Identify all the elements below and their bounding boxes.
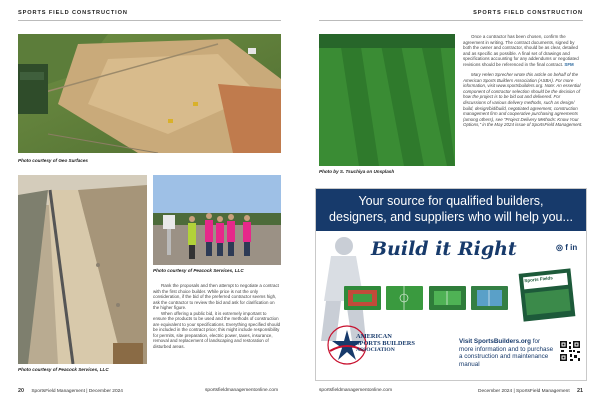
ad-field-image-2 (386, 286, 423, 310)
asba-logo (326, 322, 441, 372)
right-footer (478, 388, 583, 394)
ad-manual-book (519, 268, 576, 321)
end-mark: SFM (564, 61, 574, 67)
edging-photo-caption: Photo courtesy of Peacock Services, LLC (18, 367, 109, 372)
ad-book-field (525, 289, 571, 315)
left-running-header: SPORTS FIELD CONSTRUCTION (18, 10, 128, 16)
sports-builders-ad[interactable] (315, 188, 587, 381)
left-page-number: 20 (18, 388, 24, 394)
left-paragraph-2: When offering a public bid, it is extremely important to ensure the products to be used and the methods of construction are equivalent to your specifications. Everything specified should be included in the contract price; this might include responsibility for permits, site preparation, electric power, taxes, insurance, removal and replacement of landscaping and restoration of disturbed areas. (153, 310, 281, 350)
right-body-text (463, 34, 584, 128)
right-footer-url[interactable]: sportsfieldmanagementonline.com (319, 388, 393, 393)
ad-field-image-1 (344, 286, 381, 310)
crew-photo (153, 175, 281, 265)
author-note: Mary Helen Sprecher wrote this article on behalf of the American Sports Builders Association (ASBA). For more information, visit www.sportsbuilders.org. Note: An essential component of contractor selection should be the decision of how the project is to be bid out and delivered. For discussions of various delivery methods, such as design/ build, design/bid/build, negotiated agreement, construction management firm and cooperative purchasing agreements (among others), see "Project Delivery Methods: Know Your Options," in the May 2024 issue of SportsField Management. (463, 72, 583, 128)
grass-photo-caption: Photo by S. Tsuchiya on Unsplash (319, 169, 395, 174)
crew-photo-caption: Photo courtesy of Peacock Services, LLC (153, 268, 244, 273)
right-running-header: SPORTS FIELD CONSTRUCTION (473, 10, 583, 16)
aerial-photo-caption: Photo courtesy of Geo Surfaces (18, 158, 88, 163)
right-page-number: 21 (577, 388, 583, 394)
ad-headline: Your source for qualified builders, designers, and suppliers who will help you... (329, 194, 573, 224)
right-paragraph: Once a contractor has been chosen, confirm the agreement in writing. The contract documents, signed by both the owner and contractor, should be as clear, detailed and as specific as possible. A final set of drawings and specifications accounting for any addendums or negotiated revisions should be referenced in the final contract. SFM (463, 34, 579, 67)
edging-photo (18, 175, 147, 364)
grass-stripes-photo (319, 34, 455, 166)
ad-visit-link[interactable]: Visit SportsBuilders.org (459, 338, 531, 345)
ad-script-title: Build it Right (371, 238, 517, 260)
left-header-rule (18, 20, 281, 21)
left-paragraph-1: Rank the proposals and then attempt to negotiate a contract with the first choice builder. While price is not the only consideration, if the bid of the preferred contractor seems high, ask the contractor to review the bid and ask for clarification on the higher figure. (153, 283, 279, 311)
ad-field-image-3 (429, 286, 466, 310)
right-header-rule (319, 20, 583, 21)
aerial-site-photo (18, 34, 281, 153)
right-publication: December 2024 | SportsField Management (478, 389, 570, 394)
left-footer (18, 388, 123, 394)
left-footer-url[interactable]: sportsfieldmanagementonline.com (205, 388, 279, 393)
left-publication: SportsField Management | December 2024 (31, 389, 123, 394)
qr-code-icon[interactable] (559, 340, 581, 362)
asba-logo-text: AMERICAN SPORTS BUILDERS ASSOCIATION (356, 333, 415, 354)
ad-visit-text[interactable]: Visit SportsBuilders.org for more information and to purchase a construction and maintenance manual (459, 338, 554, 368)
left-body-text (153, 283, 281, 350)
ad-social-icons[interactable]: ◎ f in (556, 243, 578, 252)
ad-book-title: Sports Fields (523, 273, 568, 290)
ad-field-image-4 (471, 286, 508, 310)
